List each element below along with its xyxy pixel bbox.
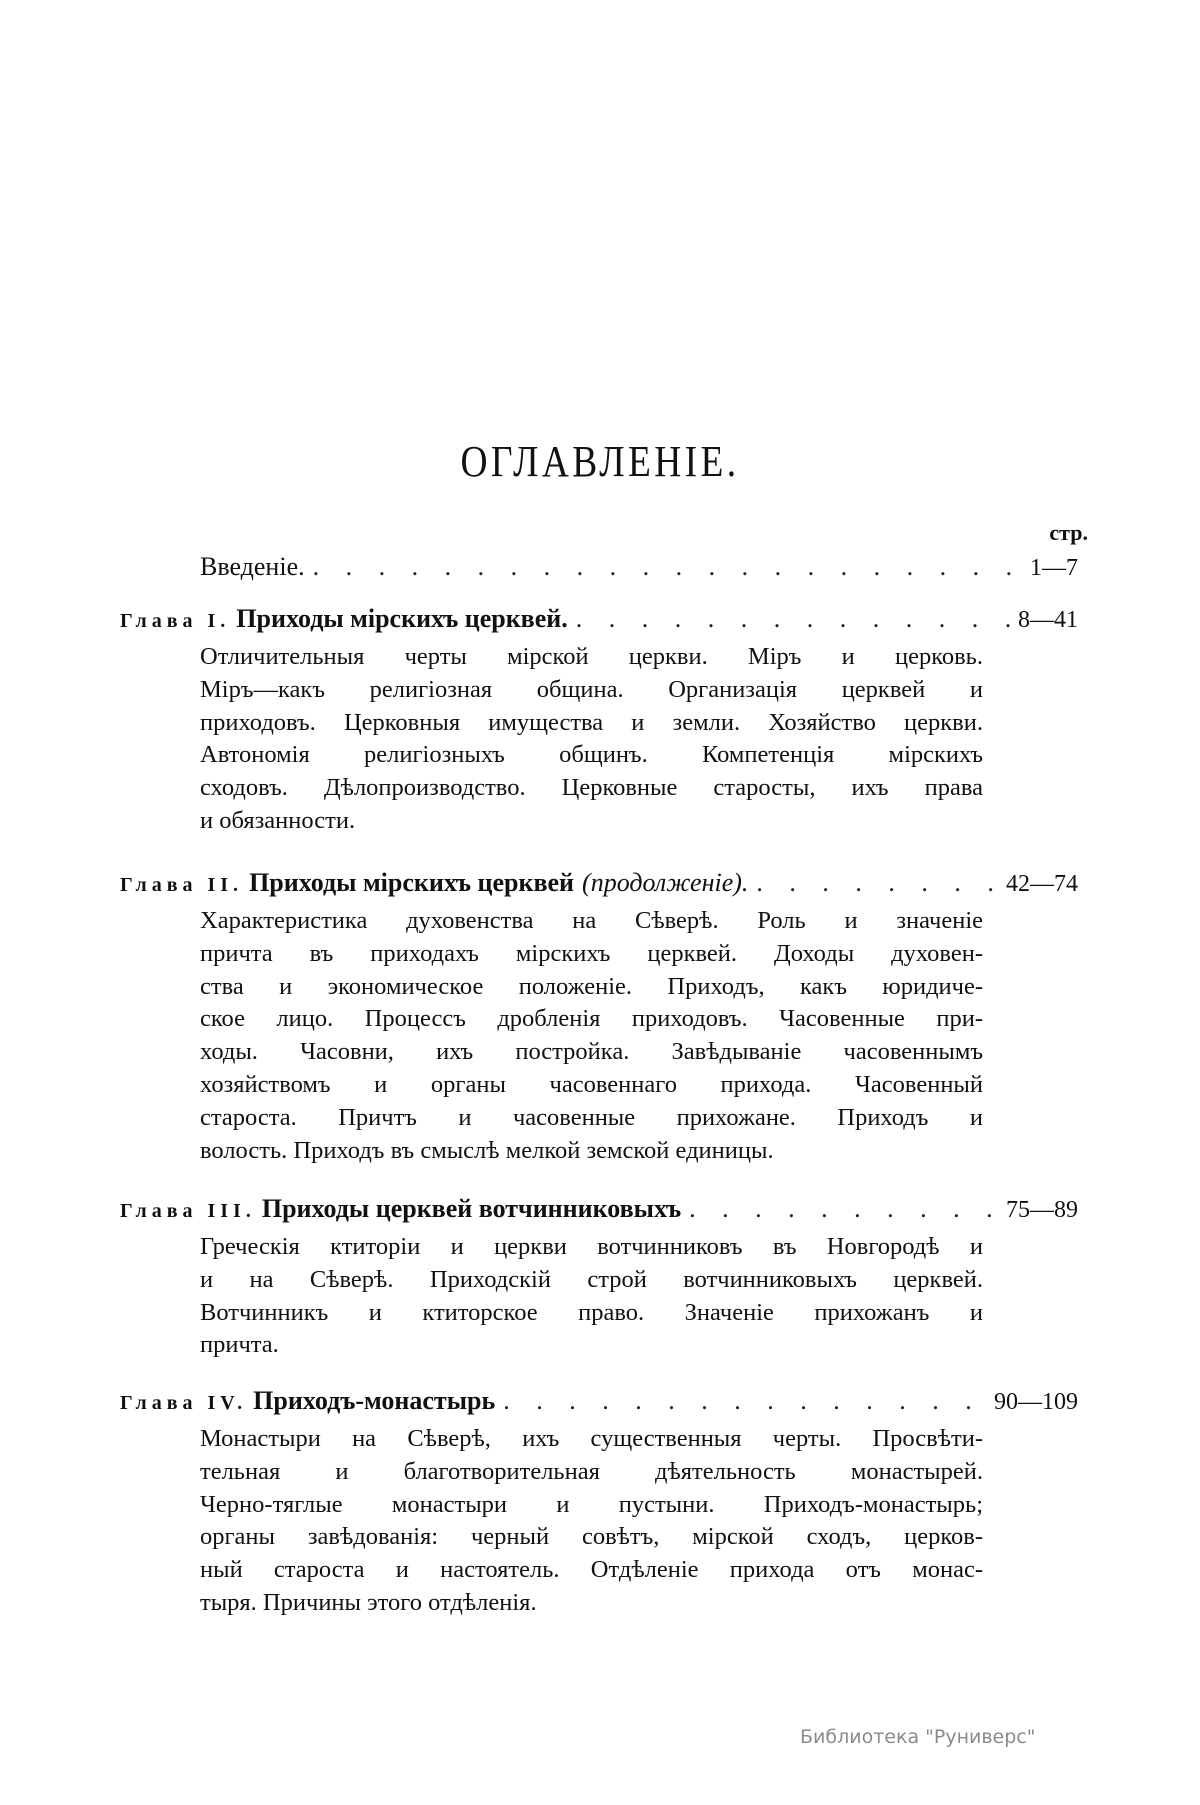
chapter-pages: 75—89 [1006, 1197, 1078, 1223]
summary-line: Міръ—какъ религіозная община. Организація церквей и [200, 675, 983, 703]
summary-line: сходовъ. Дѣлопроизводство. Церковные старосты, ихъ права [200, 774, 983, 802]
summary-line: ный староста и настоятель. Отдѣленіе прихода отъ монас- [200, 1556, 983, 1584]
summary-line: Черно-тяглые монастыри и пустыни. Приходъ-монастырь; [200, 1490, 983, 1518]
toc-entry-chapter-1[interactable] [120, 604, 1078, 838]
summary-line: ское лицо. Процессъ дробленія приходовъ. Часовенные при- [200, 1005, 983, 1033]
chapter-summary [200, 641, 983, 838]
chapter-label: Глава I. [120, 610, 231, 632]
entry-title: Введеніе. [200, 552, 305, 581]
chapter-title: Приходы церквей вотчинниковыхъ [261, 1194, 682, 1223]
toc-entry-chapter-3[interactable] [120, 1194, 1078, 1362]
chapter-title: Приходы мірскихъ церквей. [236, 604, 568, 633]
dot-leader [503, 1386, 986, 1416]
summary-line: ства и экономическое положеніе. Приходъ, какъ юридиче- [200, 972, 983, 1000]
summary-line: органы завѣдованія: черный совѣтъ, мірской сходъ, церков- [200, 1523, 983, 1551]
summary-line: Отличительныя черты мірской церкви. Міръ и церковь. [200, 643, 983, 670]
chapter-pages: 8—41 [1018, 607, 1078, 633]
summary-line: тельная и благотворительная дѣятельность монастырей. [200, 1457, 983, 1485]
summary-line: приходовъ. Церковныя имущества и земли. Хозяйство церкви. [200, 708, 983, 736]
chapter-label: Глава II. [120, 874, 244, 896]
summary-line: волость. Приходъ въ смыслѣ мелкой земской единицы. [200, 1136, 774, 1164]
summary-line: Автономія религіозныхъ общинъ. Компетенція мірскихъ [200, 741, 983, 769]
chapter-title-note: (продолженіе). [582, 868, 749, 897]
library-watermark: Библиотека "Руниверс" [800, 1726, 1036, 1748]
page-column-label: стр. [1049, 520, 1088, 545]
dot-leader [689, 1194, 998, 1224]
dot-leader [756, 868, 998, 898]
chapter-title: Приходы мірскихъ церквей [249, 868, 575, 897]
summary-line: причта въ приходахъ мірскихъ церквей. Доходы духовен- [200, 939, 983, 967]
summary-line: староста. Причтъ и часовенные прихожане. Приходъ и [200, 1103, 983, 1131]
chapter-summary [200, 1423, 983, 1620]
summary-line: Характеристика духовенства на Сѣверѣ. Роль и значеніе [200, 907, 983, 934]
toc-entry-intro[interactable] [120, 552, 1078, 586]
chapter-label: Глава IV. [120, 1392, 248, 1414]
summary-line: Вотчинникъ и ктиторское право. Значеніе прихожанъ и [200, 1298, 983, 1326]
summary-line: причта. [200, 1331, 279, 1359]
summary-line: тыря. Причины этого отдѣленія. [200, 1588, 537, 1616]
entry-pages: 1—7 [1030, 555, 1078, 581]
chapter-summary [200, 1231, 983, 1362]
summary-line: и обязанности. [200, 806, 356, 834]
dot-leader [576, 604, 1010, 634]
chapter-summary [200, 905, 983, 1167]
chapter-pages: 42—74 [1006, 871, 1078, 897]
summary-line: хозяйствомъ и органы часовеннаго прихода. Часовенный [200, 1070, 983, 1098]
chapter-label: Глава III. [120, 1200, 256, 1222]
dot-leader [313, 552, 1022, 582]
summary-line: Греческія ктиторіи и церкви вотчинниковъ въ Новгородѣ и [200, 1233, 983, 1260]
page-title: ОГЛАВЛЕНІЕ. [460, 437, 740, 486]
summary-line: ходы. Часовни, ихъ постройка. Завѣдываніе часовеннымъ [200, 1038, 983, 1066]
summary-line: и на Сѣверѣ. Приходскій строй вотчинниковыхъ церквей. [200, 1265, 983, 1293]
chapter-pages: 90—109 [994, 1389, 1078, 1415]
toc-entry-chapter-4[interactable] [120, 1386, 1078, 1620]
chapter-title: Приходъ-монастырь [253, 1386, 496, 1415]
summary-line: Монастыри на Сѣверѣ, ихъ существенныя черты. Просвѣти- [200, 1425, 983, 1452]
toc-entry-chapter-2[interactable] [120, 868, 1078, 1167]
